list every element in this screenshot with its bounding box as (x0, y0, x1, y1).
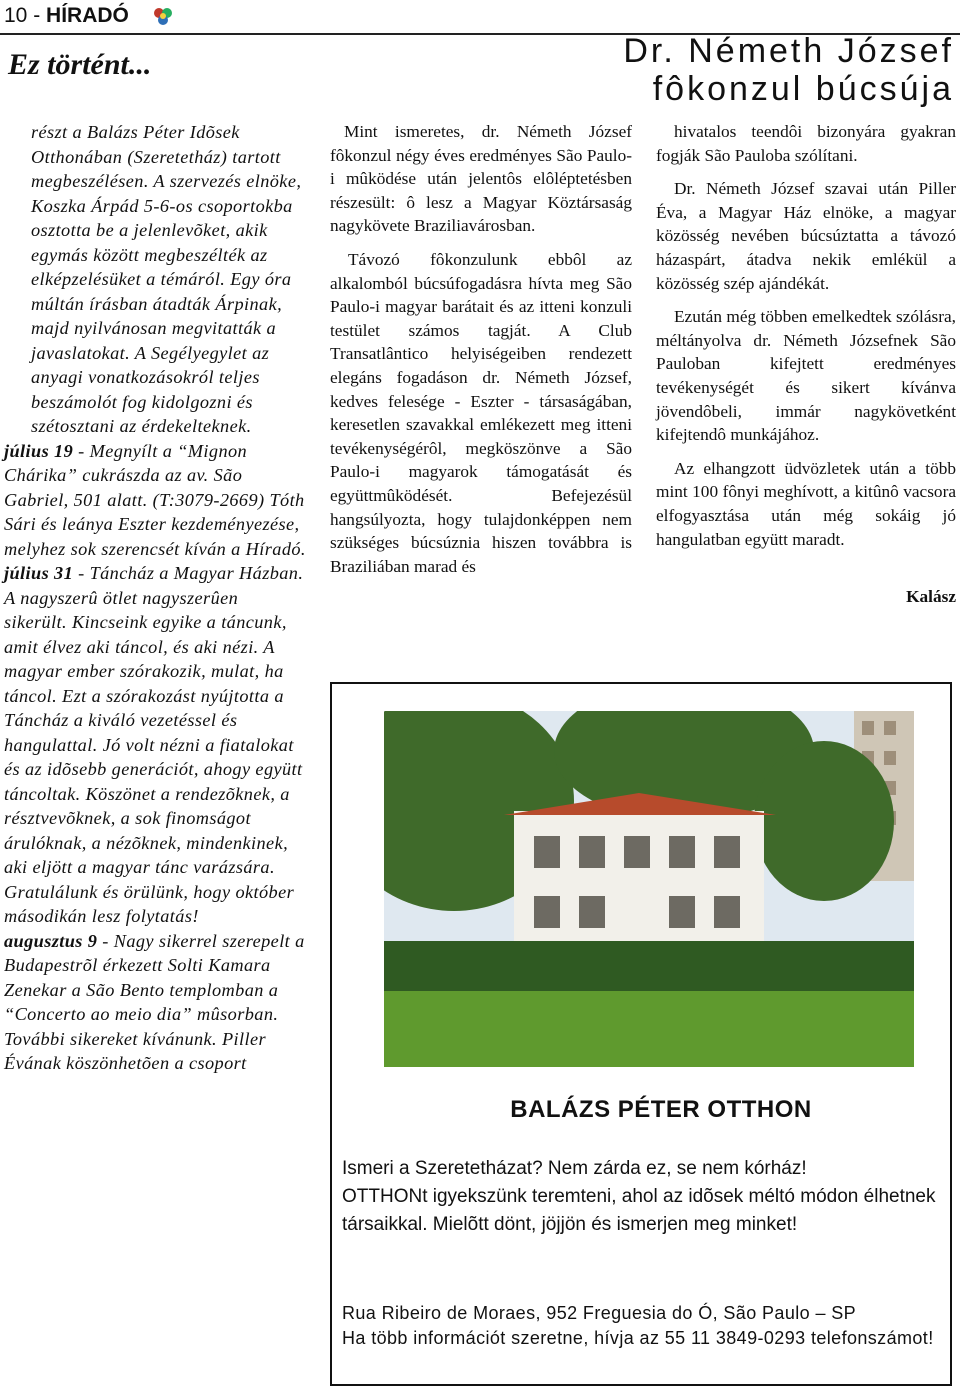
photo-tree-right (754, 741, 894, 901)
event-entry (4, 439, 306, 562)
advertisement-contact (342, 1301, 942, 1351)
advertisement-phone: Ha több információt szeretne, hívja az 55 11 3849-0293 telefonszámot! (342, 1328, 934, 1348)
article-paragraph: Dr. Németh József szavai után Piller Éva, a Magyar Ház elnöke, a magyar közösség nevében búcsúztatta a távozó házaspárt, átadva nekik emlékül a közösség szép ajándékát. (656, 179, 956, 293)
article-paragraph: hivatalos teendôi bizonyára gyakran fogják São Pauloba szólítani. (656, 122, 956, 165)
event-text: - Megnyílt a “Mignon Chárika” cukrászda az av. São Gabriel, 501 alatt. (T:3079-2669) Tóth Sári és leánya Eszter kezdeményezése, melyhez sok szerencsét kíván a Híradó. (4, 440, 306, 559)
advertisement-line: OTTHONt igyekszünk teremteni, ahol az idõsek méltó módon élhetnek társaikkal. Mielõtt dönt, jöjjön és ismerjen meg minket! (342, 1186, 936, 1235)
left-paragraph: részt a Balázs Péter Idõsek Otthonában (Szeretetház) tartott megbeszélésen. A szervezés elnöke, Koszka Árpád 5-6-os csoportokba osztotta be a jelenlevõket, akik egymás között megbeszélték az elképzelésüket a témáról. Egy óra múltán írásban átadták Árpinak, majd nyilvánosan megvitatták a javaslatokat. A Segélyegylet az anyagi vonatkozásokról teljes beszámolót fog kidolgozni és szétosztani az érdekelteknek. (31, 122, 302, 436)
photo-lawn (384, 991, 914, 1067)
event-date: július 31 (4, 563, 74, 583)
photo-house (514, 811, 764, 961)
article-paragraph: Távozó fôkonzulunk ebbôl az alkalomból búcsúfogadásra hívta meg São Paulo-i magyar barátait és az itteni konzuli testület számos tagját. A Club Transatlântico helyiségeiben rendezett elegáns fogadáson dr. Németh József, kedves felesége - Eszter - társaságában, keresetlen szavakkal emlékezett meg itteni tevékenységérôl, megköszönve a São Paulo-i magyarok támogatását és együttmûködését. Befejezésül hangsúlyozta, hogy tulajdonképpen nem szükséges búcsúznia hiszen továbbra is Braziliában marad és (330, 249, 632, 576)
event-text: - Nagy sikerrel szerepelt a Budapestrõl érkezett Solti Kamara Zenekar a São Bento templomban a “Concerto ao meio dia” mûsorban. További sikereket kívánunk. Piller Évának köszönhetõen a csoport (4, 930, 305, 1073)
page-header (4, 4, 129, 28)
article-column-middle (330, 120, 632, 588)
article-title-line-1: Dr. Németh József (623, 32, 954, 70)
advertisement-text (342, 1155, 942, 1239)
left-column (4, 120, 306, 1076)
advertisement-address: Rua Ribeiro de Moraes, 952 Freguesia do Ó, São Paulo – SP (342, 1303, 857, 1323)
event-entry (4, 929, 306, 1076)
article-paragraph: Mint ismeretes, dr. Németh József fôkonzul négy éves eredményes São Paulo-i mûködése után jelentôs elôléptetésben részesült: ô lesz a Magyar Köztársaság nagykövete Braziliavárosban. (330, 122, 632, 236)
article-paragraph: Ezután még többen emelkedtek szólásra, méltányolva dr. Németh Józsefnek São Pauloban kifejtett eredményes tevékenységét és sikert kívánva jövendôbeli, immár nagykövetként kifejtendô munkájához. (656, 307, 956, 445)
event-date: július 19 (4, 440, 74, 461)
flower-emblem-icon (152, 6, 174, 28)
page-number: 10 (4, 4, 28, 27)
article-title (434, 32, 954, 108)
publication-name: HÍRADÓ (46, 4, 129, 27)
article-title-line-2: fôkonzul búcsúja (652, 70, 954, 108)
advertisement-title: BALÁZS PÉTER OTTHON (510, 1096, 812, 1123)
event-text: - Táncház a Magyar Házban. A nagyszerû ötlet nagyszerûen sikerült. Kincseink egyike a táncunk, amit élvez aki táncol, és aki nézi. A magyar ember szórakozik, mulat, ha táncol. Ezt a szórakozást nyújtotta a Táncház a kiváló vezetéssel és hangulattal. Jó volt nézni a fiatalokat és az idõsebb generációt, ahogy együtt táncoltak. Köszönet a rendezõknek, a résztvevõknek, a sok finomságot árulóknak, a nézõknek, mindenkinek, aki eljött a magyar tánc varázsára. Gratulálunk és örülünk, hogy október másodikán lesz folytatás! (4, 563, 304, 926)
article-column-right (656, 120, 956, 619)
event-date: augusztus 9 (4, 930, 98, 951)
article-paragraph: Az elhangzott üdvözletek után a több mint 100 fônyi meghívott, a kitûnô vacsora elfogyasztása után még sokáig jó hangulatban együtt maradt. (656, 458, 956, 549)
article-signature: Kalász (906, 587, 956, 607)
building-photo (384, 711, 914, 1067)
event-entry (4, 561, 306, 929)
advertisement-line: Ismeri a Szeretetházat? Nem zárda ez, se nem kórház! (342, 1158, 807, 1179)
header-separator: - (27, 4, 47, 27)
section-title: Ez történt... (8, 48, 152, 81)
